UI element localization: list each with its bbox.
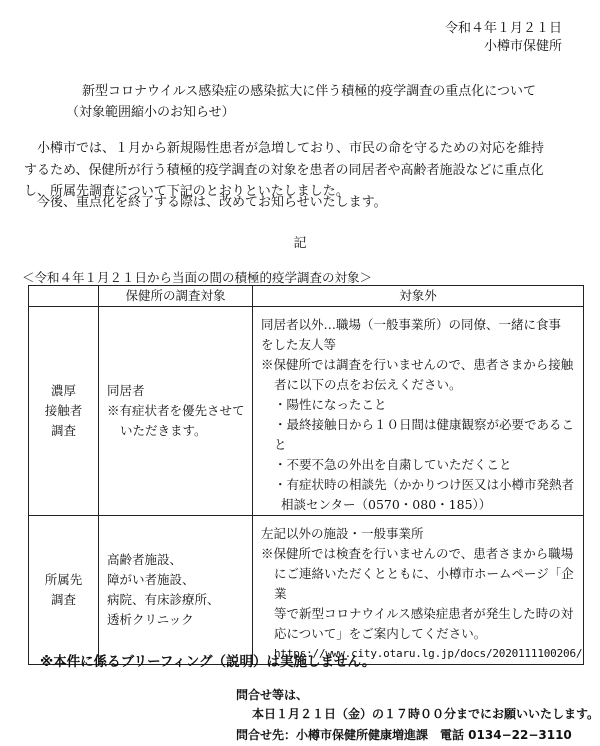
excluded-line: ・有症状時の相談先（かかりつけ医又は小樽市発熱者 bbox=[274, 477, 575, 492]
excluded-line: 応について」をご案内してください。 bbox=[274, 626, 487, 641]
briefing-notice: ※本件に係るブリーフィング（説明）は実施しません。 bbox=[40, 654, 376, 670]
row-label-line: 所属先 bbox=[44, 572, 83, 587]
document-title: 新型コロナウイルス感染症の感染拡大に伴う積極的疫学調査の重点化について bbox=[82, 84, 536, 99]
contact-line: 問合せ先：小樽市保健所健康増進課 電話 0134−22−3110 bbox=[236, 728, 572, 742]
excluded-line: 者に以下の点をお伝えください。 bbox=[274, 377, 462, 392]
excluded-line: ・最終接触日から１０日間は健康観察が必要であること bbox=[274, 417, 575, 452]
table-header-row bbox=[29, 286, 584, 307]
document-date-block bbox=[445, 20, 562, 56]
table-row bbox=[29, 516, 584, 665]
row-label-line: 接触者 bbox=[44, 403, 83, 418]
excluded-cell-close-contact bbox=[253, 307, 584, 516]
header-cell-empty bbox=[29, 286, 99, 307]
target-cell-affiliation bbox=[99, 516, 253, 665]
paragraph-line: 小樽市では、１月から新規陽性患者が急増しており、市民の命を守るための対応を維持 bbox=[24, 141, 545, 156]
contact-hours: 本日１月２１日（金）の１７時００分までにお願いいたします。 bbox=[252, 707, 600, 721]
paragraph-line: し、所属先調査について下記のとおりといたしました。 bbox=[24, 184, 349, 199]
document-subtitle: （対象範囲縮小のお知らせ） bbox=[66, 105, 235, 120]
target-line: 高齢者施設、 bbox=[107, 552, 183, 567]
target-line: いただきます。 bbox=[120, 423, 207, 438]
excluded-line: ・陽性になったこと bbox=[274, 397, 387, 412]
excluded-line: をした友人等 bbox=[261, 337, 337, 352]
row-label-line: 調査 bbox=[50, 423, 76, 438]
row-label-affiliation bbox=[29, 516, 99, 665]
paragraph-line: するため、保健所が行う積極的疫学調査の対象を患者の同居者や高齢者施設などに重点化 bbox=[24, 162, 544, 178]
excluded-line: にご連絡いただくとともに、小樽市ホームページ「企業 bbox=[274, 566, 574, 601]
excluded-line: 同居者以外…職場（一般事業所）の同僚、一緒に食事 bbox=[261, 317, 562, 332]
target-line: 透析クリニック bbox=[107, 612, 194, 627]
target-cell-close-contact bbox=[99, 307, 253, 516]
excluded-cell-affiliation bbox=[253, 516, 584, 665]
homepage-url-link[interactable]: https://www.city.otaru.lg.jp/docs/2020111100206/ bbox=[274, 647, 583, 660]
target-line: 同居者 bbox=[107, 383, 145, 398]
header-cell-excluded: 対象外 bbox=[253, 286, 584, 307]
excluded-line: ※保健所では調査を行いませんので、患者さまから接触 bbox=[261, 357, 574, 372]
table-row bbox=[29, 307, 584, 516]
row-label-line: 調査 bbox=[50, 592, 76, 607]
excluded-line: 等で新型コロナウイルス感染症患者が発生した時の対 bbox=[274, 606, 574, 621]
table-caption: ＜令和４年１月２１日から当面の間の積極的疫学調査の対象＞ bbox=[22, 270, 373, 285]
contact-intro: 問合せ等は、 bbox=[236, 688, 309, 702]
document-date: 令和４年１月２１日 bbox=[444, 21, 562, 36]
header-cell-target: 保健所の調査対象 bbox=[99, 286, 253, 307]
excluded-line: ・不要不急の外出を自粛していただくこと bbox=[274, 457, 512, 472]
survey-target-table bbox=[28, 285, 584, 665]
target-line: ※有症状者を優先させて bbox=[107, 403, 245, 418]
target-line: 病院、有床診療所、 bbox=[107, 592, 220, 607]
ki-heading: 記 bbox=[293, 236, 307, 251]
row-label-line: 濃厚 bbox=[50, 383, 76, 398]
row-label-close-contact bbox=[29, 307, 99, 516]
target-line: 障がい者施設、 bbox=[107, 572, 195, 587]
excluded-line: ※保健所では検査を行いませんので、患者さまから職場 bbox=[261, 546, 574, 561]
body-paragraph-2: 今後、重点化を終了する際は、改めてお知らせいたします。 bbox=[24, 195, 387, 210]
excluded-line: 相談センター（0570・080・185）） bbox=[281, 497, 492, 512]
issuer-name: 小樽市保健所 bbox=[483, 39, 562, 54]
excluded-line: 左記以外の施設・一般事業所 bbox=[261, 526, 424, 541]
